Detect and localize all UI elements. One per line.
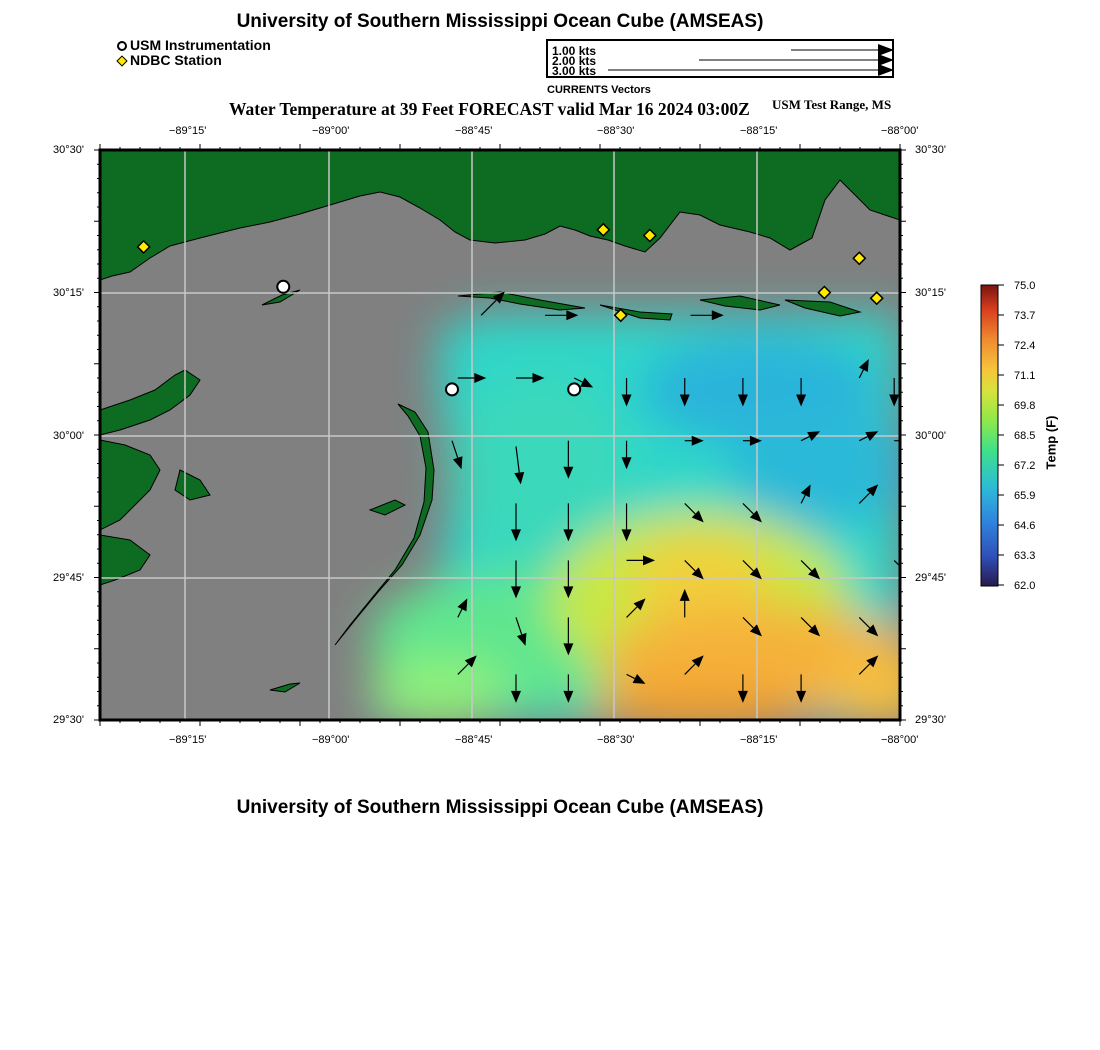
map-canvas — [100, 150, 930, 730]
x-tick-bottom: −88°15' — [740, 734, 778, 746]
y-tick-right: 30°00' — [915, 430, 946, 442]
colorbar — [981, 285, 998, 586]
y-tick-left: 30°30' — [53, 144, 84, 156]
footer-title: University of Southern Mississippi Ocean Cube (AMSEAS) — [236, 797, 764, 818]
usm-station-marker — [277, 281, 289, 293]
y-tick-left: 30°15' — [53, 287, 84, 299]
colorbar-tick-label: 72.4 — [1014, 340, 1036, 352]
x-tick-top: −88°00' — [881, 125, 919, 137]
map-title: University of Southern Mississippi Ocean Cube (AMSEAS) — [236, 11, 764, 32]
temperature-field — [370, 315, 930, 730]
y-tick-right: 30°30' — [915, 144, 946, 156]
map-subtitle: Water Temperature at 39 Feet FORECAST valid Mar 16 2024 03:00Z — [229, 99, 750, 119]
colorbar-ticks — [998, 285, 1004, 585]
colorbar-tick-label: 71.1 — [1014, 370, 1036, 382]
usm-station-marker — [446, 383, 458, 395]
x-tick-bottom: −89°00' — [312, 734, 350, 746]
x-tick-bottom: −88°45' — [455, 734, 493, 746]
y-tick-left: 29°30' — [53, 714, 84, 726]
y-tick-right: 30°15' — [915, 287, 946, 299]
x-tick-top: −89°00' — [312, 125, 350, 137]
x-tick-top: −89°15' — [169, 125, 207, 137]
y-tick-right: 29°30' — [915, 714, 946, 726]
y-tick-right: 29°45' — [915, 572, 946, 584]
vector-scale-label: 1.00 kts — [552, 44, 597, 58]
y-tick-left: 30°00' — [53, 430, 84, 442]
y-tick-left: 29°45' — [53, 572, 84, 584]
vector-scale-label: 2.00 kts — [552, 54, 597, 68]
region-label: USM Test Range, MS — [772, 97, 892, 112]
x-tick-bottom: −89°15' — [169, 734, 207, 746]
colorbar-tick-label: 68.5 — [1014, 430, 1036, 442]
x-tick-top: −88°45' — [455, 125, 493, 137]
colorbar-tick-label: 64.6 — [1014, 520, 1036, 532]
vector-scale-label: 3.00 kts — [552, 64, 597, 78]
x-tick-top: −88°30' — [597, 125, 635, 137]
colorbar-tick-label: 67.2 — [1014, 460, 1036, 472]
colorbar-tick-label: 75.0 — [1014, 280, 1036, 292]
colorbar-tick-label: 65.9 — [1014, 490, 1036, 502]
x-tick-bottom: −88°00' — [881, 734, 919, 746]
legend-usm-label: USM Instrumentation — [130, 37, 271, 53]
vector-scale-caption: CURRENTS Vectors — [547, 84, 651, 96]
x-tick-top: −88°15' — [740, 125, 778, 137]
colorbar-tick-label: 69.8 — [1014, 400, 1036, 412]
colorbar-tick-label: 62.0 — [1014, 580, 1036, 592]
colorbar-title: Temp (F) — [1043, 415, 1059, 470]
colorbar-tick-label: 73.7 — [1014, 310, 1036, 322]
legend-ndbc-label: NDBC Station — [130, 52, 222, 68]
usm-station-marker — [568, 383, 580, 395]
x-tick-bottom: −88°30' — [597, 734, 635, 746]
colorbar-tick-label: 63.3 — [1014, 550, 1036, 562]
